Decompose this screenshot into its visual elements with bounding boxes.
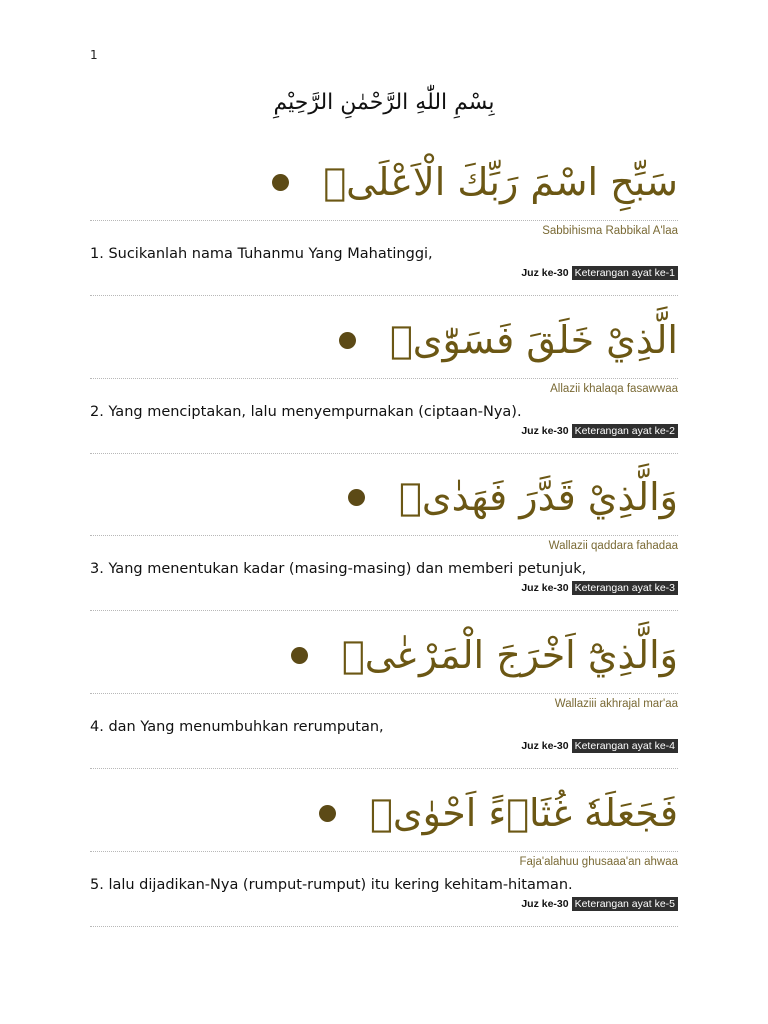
divider bbox=[90, 220, 678, 221]
translation: 5. lalu dijadikan-Nya (rumput-rumput) itu kering kehitam-hitaman. bbox=[90, 877, 573, 893]
keterangan-link[interactable]: Keterangan ayat ke-1 bbox=[572, 266, 678, 280]
arabic-verse: وَالَّذِيْ قَدَّرَ فَهَدٰىۖ bbox=[399, 475, 678, 519]
page-number: 1 bbox=[90, 48, 98, 62]
divider bbox=[90, 453, 678, 454]
arabic-verse: وَالَّذِيْٓ اَخْرَجَ الْمَرْعٰىۖ bbox=[341, 633, 678, 677]
juz-label: Juz ke-30 bbox=[521, 897, 571, 911]
transliteration: Faja'alahuu ghusaaa'an ahwaa bbox=[519, 856, 678, 868]
verse-meta bbox=[521, 424, 678, 438]
arabic-verse: فَجَعَلَهٗ غُثَاۤءً اَحْوٰىۗ bbox=[370, 791, 678, 835]
juz-label: Juz ke-30 bbox=[521, 739, 571, 753]
divider bbox=[90, 926, 678, 927]
keterangan-link[interactable]: Keterangan ayat ke-4 bbox=[572, 739, 678, 753]
divider bbox=[90, 610, 678, 611]
keterangan-link[interactable]: Keterangan ayat ke-3 bbox=[572, 581, 678, 595]
arabic-line bbox=[291, 619, 678, 691]
keterangan-link[interactable]: Keterangan ayat ke-5 bbox=[572, 897, 678, 911]
arabic-line bbox=[319, 777, 678, 849]
ayat-block-3 bbox=[90, 461, 678, 619]
translation: 2. Yang menciptakan, lalu menyempurnakan (ciptaan-Nya). bbox=[90, 404, 522, 420]
arabic-line bbox=[348, 461, 678, 533]
transliteration: Sabbihisma Rabbikal A'laa bbox=[542, 225, 678, 237]
divider bbox=[90, 851, 678, 852]
keterangan-link[interactable]: Keterangan ayat ke-2 bbox=[572, 424, 678, 438]
transliteration: Wallaziii akhrajal mar'aa bbox=[554, 698, 678, 710]
divider bbox=[90, 693, 678, 694]
ayat-block-5 bbox=[90, 777, 678, 935]
divider bbox=[90, 768, 678, 769]
divider bbox=[90, 535, 678, 536]
divider bbox=[90, 295, 678, 296]
verse-meta bbox=[521, 266, 678, 280]
arabic-line bbox=[339, 304, 678, 376]
juz-label: Juz ke-30 bbox=[521, 581, 571, 595]
juz-label: Juz ke-30 bbox=[521, 266, 571, 280]
ayat-block-1 bbox=[90, 146, 678, 304]
ayat-block-2 bbox=[90, 304, 678, 462]
bullet-icon bbox=[272, 174, 289, 191]
transliteration: Allazii khalaqa fasawwaa bbox=[550, 383, 678, 395]
juz-label: Juz ke-30 bbox=[521, 424, 571, 438]
basmalah-heading: بِسْمِ اللّٰهِ الرَّحْمٰنِ الرَّحِيْمِ bbox=[273, 90, 495, 115]
arabic-verse: الَّذِيْ خَلَقَ فَسَوّٰىۖ bbox=[390, 318, 678, 362]
bullet-icon bbox=[339, 332, 356, 349]
verse-meta bbox=[521, 739, 678, 753]
bullet-icon bbox=[291, 647, 308, 664]
arabic-line bbox=[272, 146, 678, 218]
arabic-verse: سَبِّحِ اسْمَ رَبِّكَ الْاَعْلَىۙ bbox=[323, 160, 678, 204]
translation: 3. Yang menentukan kadar (masing-masing) dan memberi petunjuk, bbox=[90, 561, 587, 577]
translation: 1. Sucikanlah nama Tuhanmu Yang Mahatinggi, bbox=[90, 246, 433, 262]
bullet-icon bbox=[319, 805, 336, 822]
verse-meta bbox=[521, 581, 678, 595]
translation: 4. dan Yang menumbuhkan rerumputan, bbox=[90, 719, 384, 735]
verse-meta bbox=[521, 897, 678, 911]
transliteration: Wallazii qaddara fahadaa bbox=[548, 540, 678, 552]
bullet-icon bbox=[348, 489, 365, 506]
ayat-block-4 bbox=[90, 619, 678, 777]
divider bbox=[90, 378, 678, 379]
